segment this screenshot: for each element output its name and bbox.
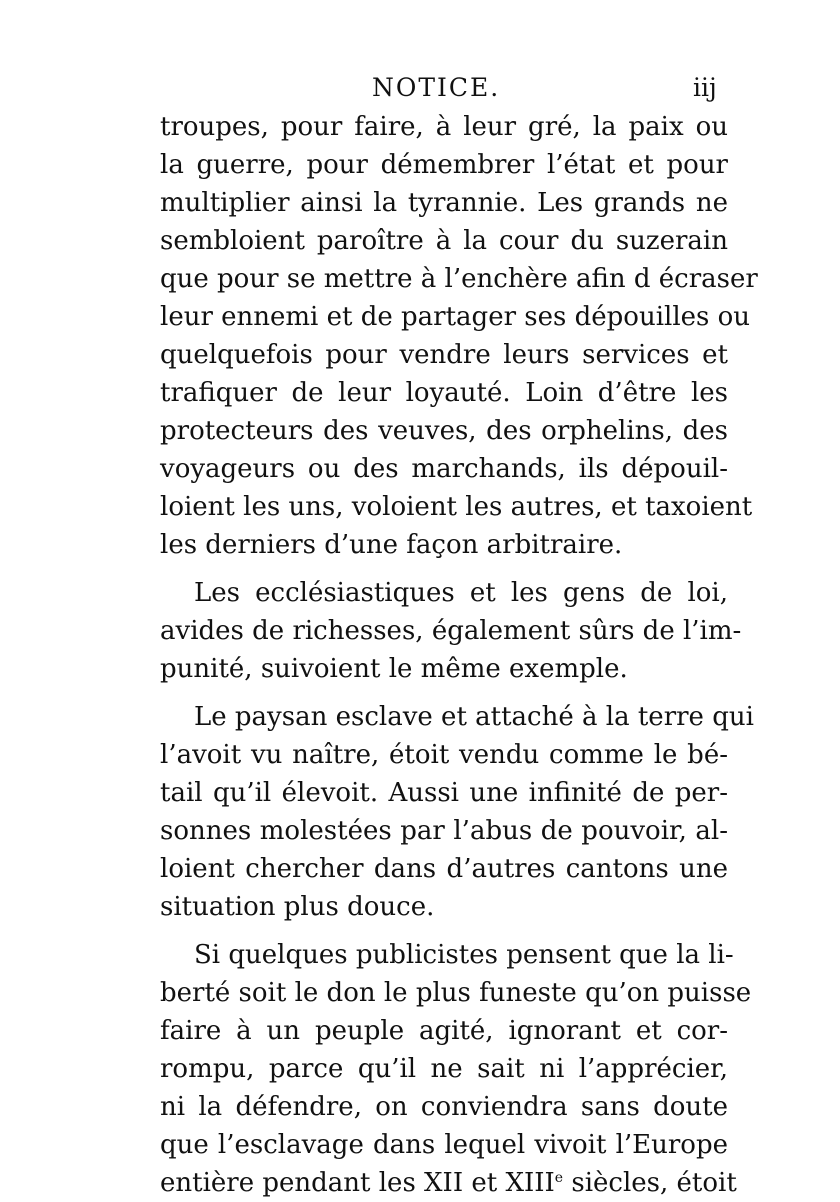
text-line: situation plus douce. xyxy=(160,892,435,922)
text-line-final xyxy=(160,1164,737,1202)
text-line: Le paysan esclave et attaché à la terre qui xyxy=(194,702,754,732)
text-line: ni la défendre, on conviendra sans doute xyxy=(160,1092,728,1122)
text-line: avides de richesses, également sûrs de l’im- xyxy=(160,616,742,646)
text-line: berté soit le don le plus funeste qu’on puisse xyxy=(160,978,752,1008)
paragraph-4 xyxy=(160,936,752,1202)
text-line: loient chercher dans d’autres cantons une xyxy=(160,854,728,884)
superscript: e xyxy=(554,1170,564,1186)
paragraph-3 xyxy=(160,698,754,926)
text-line: troupes, pour faire, à leur gré, la paix ou xyxy=(160,112,728,142)
text-line: Si quelques publicistes pensent que la li- xyxy=(194,940,734,970)
paragraph-2 xyxy=(160,574,742,688)
text-line: multiplier ainsi la tyrannie. Les grands ne xyxy=(160,188,728,218)
text-line: loient les uns, voloient les autres, et taxoient xyxy=(160,492,753,522)
text-line: que pour se mettre à l’enchère afin d écraser xyxy=(160,264,758,294)
text-line: Les ecclésiastiques et les gens de loi, xyxy=(194,578,728,608)
text-line: l’avoit vu naître, étoit vendu comme le bé- xyxy=(160,740,728,770)
text-line: quelquefois pour vendre leurs services et xyxy=(160,340,728,370)
text-line: voyageurs ou des marchands, ils dépouil- xyxy=(160,454,728,484)
text-line: que l’esclavage dans lequel vivoit l’Europe xyxy=(160,1130,728,1160)
running-title: NOTICE. xyxy=(372,73,501,102)
body-text xyxy=(160,108,758,1202)
text-line: faire à un peuple agité, ignorant et cor- xyxy=(160,1016,728,1046)
text-line: trafiquer de leur loyauté. Loin d’être les xyxy=(160,378,728,408)
text-line: protecteurs des veuves, des orphelins, des xyxy=(160,416,728,446)
running-head xyxy=(0,68,840,108)
text-line: rompu, parce qu’il ne sait ni l’apprécier, xyxy=(160,1054,728,1084)
text-line: tail qu’il élevoit. Aussi une infinité de per- xyxy=(160,778,728,808)
text-line: sembloient paroître à la cour du suzerain xyxy=(160,226,728,256)
text-fragment: siècles, étoit xyxy=(563,1168,737,1198)
text-fragment: entière pendant les XII et XIII xyxy=(160,1168,555,1198)
text-line: punité, suivoient le même exemple. xyxy=(160,654,628,684)
text-line: sonnes molestées par l’abus de pouvoir, al- xyxy=(160,816,728,846)
page-number: iij xyxy=(693,73,717,102)
text-line: les derniers d’une façon arbitraire. xyxy=(160,530,623,560)
paragraph-1 xyxy=(160,108,758,564)
text-line: la guerre, pour démembrer l’état et pour xyxy=(160,150,728,180)
text-line: leur ennemi et de partager ses dépouilles ou xyxy=(160,302,751,332)
